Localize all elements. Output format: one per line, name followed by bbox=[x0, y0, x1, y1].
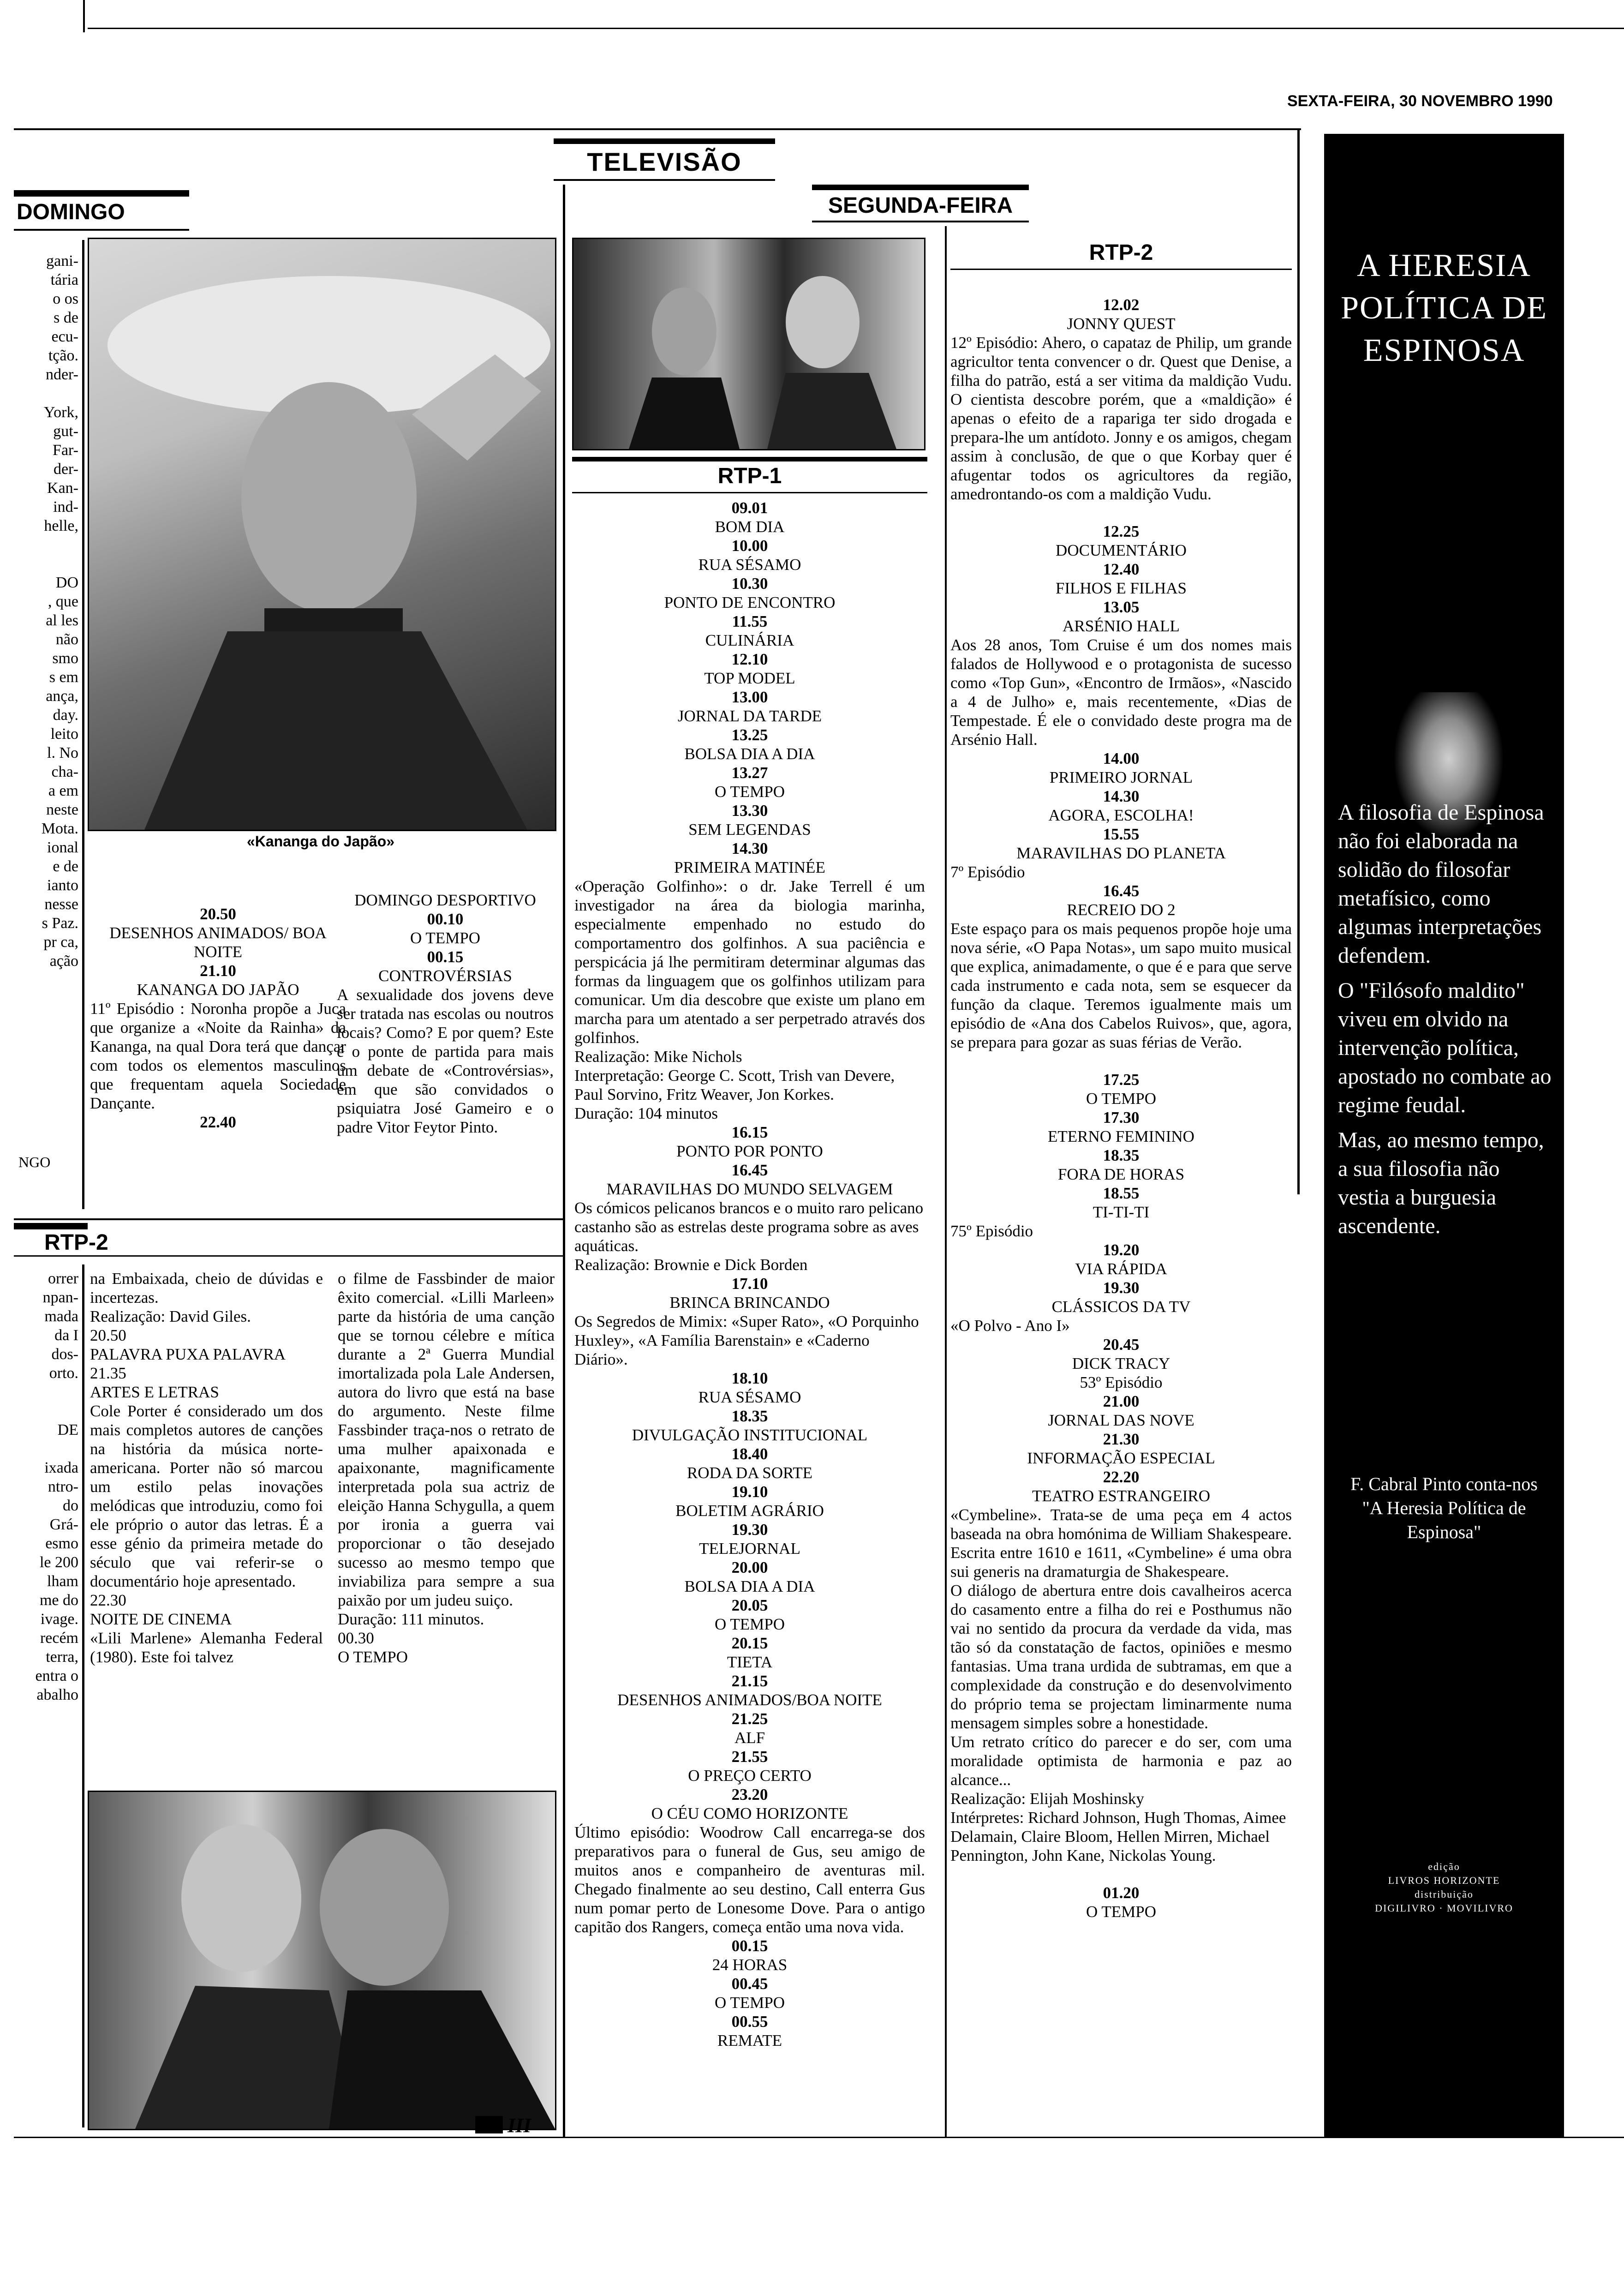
program-title: PRIMEIRA MATINÉE bbox=[674, 858, 825, 876]
rtp1-underline bbox=[572, 492, 927, 493]
margin-fragment: neste bbox=[46, 801, 78, 818]
program-title: BOLSA DIA A DIA bbox=[684, 745, 815, 763]
program-title: TIETA bbox=[727, 1653, 773, 1671]
margin-fragment: ional bbox=[47, 839, 78, 856]
margin-fragment: dos- bbox=[51, 1346, 78, 1363]
section-title: TELEVISÃO bbox=[587, 147, 742, 176]
kananga-photo bbox=[88, 238, 556, 831]
margin-fragment: ntro- bbox=[48, 1478, 78, 1495]
domingo-margin-text bbox=[9, 252, 78, 971]
program-title: JORNAL DAS NOVE bbox=[1048, 1411, 1194, 1429]
program-title: O TEMPO bbox=[1086, 1903, 1156, 1921]
segunda-bar bbox=[812, 185, 1029, 190]
program-title: BRINCA BRINCANDO bbox=[669, 1294, 830, 1312]
frame-right bbox=[1297, 128, 1300, 1194]
program-title: RODA DA SORTE bbox=[687, 1464, 813, 1482]
time: 11.55 bbox=[732, 612, 768, 630]
domingo-underline bbox=[14, 229, 189, 231]
margin-fragment bbox=[9, 1439, 78, 1458]
program-title: REMATE bbox=[717, 2031, 782, 2049]
program-title: RUA SÉSAMO bbox=[698, 556, 801, 574]
program-list bbox=[950, 1335, 1292, 1373]
rtp2-sunday-margin-text bbox=[9, 1269, 78, 1704]
distributor-name: DIGILIVRO · MOVILIVRO bbox=[1375, 1902, 1513, 1914]
margin-fragment: ind- bbox=[53, 498, 78, 515]
time: 22.20 bbox=[1103, 1468, 1140, 1486]
margin-fragment: e de bbox=[53, 858, 78, 875]
program-title: O CÉU COMO HORIZONTE bbox=[651, 1804, 848, 1822]
time: 12.25 bbox=[1103, 522, 1140, 540]
program-list bbox=[574, 1936, 925, 2050]
time: 00.15 bbox=[731, 1937, 768, 1955]
margin-fragment: helle, bbox=[44, 517, 78, 534]
program-description: «Operação Golfinho»: o dr. Jake Terrell é um investigador na área da biologia marinha, especialmente empenhado no estudo do comportamentro dos golfinhos. A sua paciência e perspicácia já lhe permitiram determinar algumas das formas da linguagem que os golfinhos utilizam para comunicar. Um dia descobre que existe um plano em marcha para um atentado a ser perpetrado através dos golfinhos. bbox=[574, 877, 925, 1047]
program-title: CONTROVÉRSIAS bbox=[378, 967, 512, 985]
margin-fragment: l. No bbox=[47, 744, 78, 761]
margin-fragment: ação bbox=[49, 953, 78, 970]
margin-fragment: me do bbox=[39, 1592, 78, 1609]
program-title: PONTO DE ENCONTRO bbox=[664, 593, 836, 611]
program-description: Os Segredos de Mimix: «Super Rato», «O Porquinho Huxley», «A Família Barenstain» e «Caderno Diário». bbox=[574, 1312, 919, 1368]
time: 00.55 bbox=[731, 2013, 768, 2031]
program-title: KANANGA DO JAPÃO bbox=[137, 981, 299, 999]
domingo-bottom-rule bbox=[14, 1218, 565, 1220]
margin-fragment: orrer bbox=[48, 1270, 78, 1287]
program-title: O PREÇO CERTO bbox=[688, 1767, 812, 1785]
program-title: O TEMPO bbox=[410, 929, 480, 947]
program-list bbox=[574, 1274, 925, 1312]
program-list bbox=[574, 1123, 925, 1198]
margin-fragment: smo bbox=[52, 650, 78, 667]
time: 19.30 bbox=[731, 1521, 768, 1539]
episode-label: 7º Episódio bbox=[950, 863, 1025, 881]
margin-fragment: Far- bbox=[53, 442, 78, 459]
margin-fragment: DO bbox=[55, 574, 78, 591]
margin-fragment: NGO bbox=[18, 1154, 51, 1170]
margin-fragment: York, bbox=[44, 404, 78, 421]
rtp2-sunday-margin-divider bbox=[82, 1264, 84, 2127]
time: 13.05 bbox=[1103, 598, 1140, 616]
margin-fragment: gani- bbox=[46, 252, 78, 270]
top-mark bbox=[83, 0, 85, 32]
margin-fragment bbox=[9, 1402, 78, 1420]
photo-illustration bbox=[89, 1792, 555, 2129]
program-title: DOCUMENTÁRIO bbox=[1056, 541, 1187, 559]
segunda-underline bbox=[812, 221, 1029, 222]
program-title: RECREIO DO 2 bbox=[1067, 901, 1176, 919]
program-description: Os cómicos pelicanos brancos e o muito raro pelicano castanho são as estrelas deste programa sobre as aves aquáticas. Realização: Brownie e Dick Borden bbox=[574, 1199, 924, 1274]
time: 20.15 bbox=[731, 1634, 768, 1652]
golfinho-photo bbox=[572, 238, 925, 450]
rtp2-sunday-underline bbox=[14, 1255, 563, 1257]
margin-fragment: esmo bbox=[45, 1535, 78, 1552]
page-number: III bbox=[508, 2114, 531, 2137]
margin-fragment: do bbox=[63, 1497, 78, 1514]
program-title: ARSÉNIO HALL bbox=[1063, 617, 1180, 635]
margin-fragment: ecu- bbox=[51, 328, 78, 345]
program-title: DIVULGAÇÃO INSTITUCIONAL bbox=[632, 1426, 868, 1444]
ad-author: F. Cabral Pinto conta-nos "A Heresia Política de Espinosa" bbox=[1350, 1474, 1538, 1542]
time: 23.20 bbox=[731, 1786, 768, 1804]
edition-label: edição bbox=[1428, 1861, 1460, 1872]
program-credits: Realização: Mike Nichols Interpretação: George C. Scott, Trish van Devere, Paul Sorvino, Fritz Weaver, Jon Korkes. Duração: 104 minutos bbox=[574, 1048, 895, 1122]
margin-fragment: Grá- bbox=[49, 1516, 78, 1533]
program-title: DESENHOS ANIMADOS/ BOA NOITE bbox=[109, 924, 327, 961]
program-title: TELEJORNAL bbox=[699, 1540, 800, 1558]
margin-fragment: gut- bbox=[53, 423, 78, 440]
margin-fragment bbox=[9, 1383, 78, 1402]
episode-label: 53º Episódio bbox=[1080, 1373, 1163, 1391]
program-title: CULINÁRIA bbox=[705, 631, 794, 649]
bottom-rule bbox=[14, 2137, 1624, 2138]
program-list bbox=[950, 749, 1292, 863]
rtp1-title: RTP-1 bbox=[717, 464, 782, 488]
program-title: JONNY QUEST bbox=[1067, 315, 1176, 333]
program-title: DESENHOS ANIMADOS/BOA NOITE bbox=[617, 1691, 882, 1709]
program-title: O TEMPO bbox=[714, 1615, 785, 1633]
program-title: MARAVILHAS DO MUNDO SELVAGEM bbox=[606, 1180, 893, 1198]
time: 13.25 bbox=[731, 726, 768, 744]
time: 21.30 bbox=[1103, 1430, 1140, 1448]
program-description: Este espaço para os mais pequenos propõe hoje uma nova série, «O Papa Notas», um sapo muito musical que explica, animadamente, o que é e para que serve cada instrumento e cada nota, sem se esquecer da função da claque. Teremos igualmente mais um episódio de «Ana dos Cabelos Ruivos», que, agora, se prepara para gozar as suas férias de Verão. bbox=[950, 920, 1292, 1051]
time: 13.27 bbox=[731, 764, 768, 782]
time: 14.30 bbox=[1103, 787, 1140, 805]
rtp1-bar bbox=[572, 457, 927, 461]
program-title: INFORMAÇÃO ESPECIAL bbox=[1027, 1449, 1215, 1467]
program-title: O TEMPO bbox=[714, 1994, 785, 2012]
program-title: PRIMEIRO JORNAL bbox=[1049, 768, 1193, 786]
domingo-col1 bbox=[90, 905, 346, 1132]
episode-label: 75º Episódio bbox=[950, 1222, 1033, 1240]
program-title: 24 HORAS bbox=[712, 1956, 788, 1974]
time: 21.15 bbox=[731, 1672, 768, 1690]
margin-fragment: nder- bbox=[45, 366, 78, 383]
ad-text bbox=[1338, 798, 1555, 1240]
time: 14.30 bbox=[731, 839, 768, 857]
margin-fragment: npan- bbox=[42, 1289, 78, 1306]
margin-fragment: Mota. bbox=[41, 820, 78, 837]
program-title: JORNAL DA TARDE bbox=[677, 707, 822, 725]
domingo-title: DOMINGO bbox=[17, 200, 125, 224]
time: 18.40 bbox=[731, 1445, 768, 1463]
margin-fragment bbox=[9, 535, 78, 554]
program-description: Aos 28 anos, Tom Cruise é um dos nomes mais falados de Hollywood e o protagonista de sucesso como «Top Gun», «Encontro de Irmãos», «Nascido a 4 de Julho» e, mais recentemente, «Dias de Tempestade. É ele o convidado deste progra ma de Arsénio Hall. bbox=[950, 636, 1292, 749]
margin-fragment: s Paz. bbox=[42, 915, 78, 932]
margin-fragment: pr ca, bbox=[43, 934, 78, 951]
program-title: SEM LEGENDAS bbox=[688, 821, 811, 839]
program-description: Último episódio: Woodrow Call encarrega-se dos preparativos para o funeral de Gus, seu amigo de muitos anos e companheiro de aventuras mil. Chegado finalmente ao seu destino, Call enterra Gus num pomar perto de Lonesome Dove. Para o antigo capitão dos Rangers, começa então uma nova vida. bbox=[574, 1823, 925, 1936]
margin-fragment: recém bbox=[40, 1630, 78, 1647]
time: 13.00 bbox=[731, 688, 768, 706]
distribution-label: distribuição bbox=[1415, 1888, 1474, 1900]
rtp2-monday-title: RTP-2 bbox=[1089, 240, 1153, 265]
program-description: 12º Episódio: Ahero, o capataz de Philip, um grande agricultor tenta convencer o dr. Quest que Denise, a filha do patrão, está a ser vitima da maldição Vudu. O cientista descobre porém, que a «maldição» é apenas o efeito de a rapariga ter sido drogada e prepara-lhe um antídoto. Jonny e os amigos, chegam assim à conclusão, de que o que Korbay quer é afugentar todos os agricultores da região, amedrontando-os com a maldição Vudu. bbox=[950, 334, 1292, 503]
margin-fragment: da I bbox=[54, 1327, 78, 1344]
program-description: «O Polvo - Ano I» bbox=[950, 1317, 1070, 1335]
domingo-margin-divider bbox=[82, 240, 84, 1209]
time: 16.45 bbox=[731, 1161, 768, 1179]
program-title: ETERNO FEMININO bbox=[1048, 1127, 1194, 1145]
book-title: A HERESIA POLÍTICA DE ESPINOSA bbox=[1341, 248, 1547, 368]
time: 18.55 bbox=[1103, 1184, 1140, 1202]
margin-fragment: não bbox=[55, 631, 78, 648]
program-description: O diálogo de abertura entre dois cavalheiros acerca do casamento entre a filha do rei e Posthumus não vai no sentido da procura da verdade da vida, mas tão só da constatação de factos, opiniões e mesmo fantasias. Uma trana urdida de subtramas, em que a complexidade da construção e do desenvolvimento do próprio tema se projectam liminarmente numa mensagem simples sobre a honestidade. bbox=[950, 1582, 1292, 1732]
program-title: VIA RÁPIDA bbox=[1075, 1260, 1167, 1278]
program-title: TEATRO ESTRANGEIRO bbox=[1032, 1487, 1210, 1505]
photo-illustration bbox=[89, 239, 555, 830]
program-description: A sexualidade dos jovens deve ser tratada nas escolas ou noutros locais? Como? E por quem? Este é o ponte de partida para mais um debate de «Controvérsias», em que são convidados o psiquiatra José Gameiro e o padre Vitor Feytor Pinto. bbox=[337, 986, 554, 1136]
time: 17.30 bbox=[1103, 1109, 1140, 1127]
margin-fragment: o os bbox=[53, 290, 78, 307]
kananga-caption: «Kananga do Japão» bbox=[246, 833, 395, 850]
program-title: DICK TRACY bbox=[1072, 1354, 1170, 1372]
time: 21.10 bbox=[200, 962, 236, 980]
time: 15.55 bbox=[1103, 825, 1140, 843]
time: 16.45 bbox=[1103, 882, 1140, 900]
margin-fragment: der- bbox=[53, 461, 78, 478]
rtp1-listing bbox=[574, 498, 925, 2050]
margin-fragment: nesse bbox=[44, 896, 78, 913]
ad-paragraph: Mas, ao mesmo tempo, a sua filosofia não vestia a burguesia ascendente. bbox=[1338, 1128, 1544, 1238]
margin-fragment: orto. bbox=[49, 1365, 78, 1382]
program-title: O TEMPO bbox=[714, 783, 785, 801]
time: 09.01 bbox=[731, 499, 768, 517]
time: 20.05 bbox=[731, 1596, 768, 1614]
time: 00.10 bbox=[427, 910, 464, 928]
book-advertisement bbox=[1324, 134, 1564, 2137]
program-title: BOLETIM AGRÁRIO bbox=[675, 1502, 824, 1520]
column-divider bbox=[563, 185, 565, 2137]
program-description: «Cymbeline». Trata-se de uma peça em 4 actos baseada na obra homónima de William Shakespeare. Escrita entre 1610 e 1611, «Cymbeline» é uma obra sui generis na dramaturgia de Shakespeare. bbox=[950, 1506, 1292, 1581]
time: 14.00 bbox=[1103, 749, 1140, 767]
segunda-title: SEGUNDA-FEIRA bbox=[828, 193, 1013, 218]
time: 00.15 bbox=[427, 948, 464, 966]
margin-fragment bbox=[9, 554, 78, 573]
program-list bbox=[950, 1070, 1292, 1222]
program-title: MARAVILHAS DO PLANETA bbox=[1016, 844, 1226, 862]
program-title: FORA DE HORAS bbox=[1057, 1165, 1185, 1183]
program-list bbox=[950, 522, 1292, 635]
top-rule bbox=[88, 28, 1624, 29]
frame-top bbox=[14, 128, 1301, 130]
program-title: ALF bbox=[734, 1729, 765, 1747]
program-title: PONTO POR PONTO bbox=[676, 1142, 823, 1160]
rtp2-sunday-title: RTP-2 bbox=[44, 1230, 108, 1255]
time: 10.00 bbox=[731, 537, 768, 555]
page-date: SEXTA-FEIRA, 30 NOVEMBRO 1990 bbox=[1287, 92, 1553, 110]
program-credits: Realização: Elijah Moshinsky Intérpretes: Richard Johnson, Hugh Thomas, Aimee Delamain, Claire Bloom, Hellen Mirren, Michael Pennington, John Kane, Nickolas Young. bbox=[950, 1790, 1286, 1864]
program-title: TOP MODEL bbox=[704, 669, 795, 687]
time: 01.20 bbox=[1103, 1884, 1140, 1902]
program-description: Um retrato crítico do parecer e do ser, com uma moralidade optimista de harmonia e paz ao alcance... bbox=[950, 1733, 1292, 1789]
segunda-column-divider bbox=[945, 226, 947, 2137]
time: 16.15 bbox=[731, 1123, 768, 1141]
margin-fragment: ança, bbox=[46, 688, 78, 705]
margin-fragment: ixada bbox=[44, 1459, 78, 1476]
time: 12.02 bbox=[1103, 296, 1140, 314]
lili-marlene-photo bbox=[88, 1791, 556, 2130]
rtp2-sunday-bar bbox=[14, 1223, 88, 1229]
time: 21.55 bbox=[731, 1748, 768, 1766]
program-title: DOMINGO DESPORTIVO bbox=[354, 891, 536, 909]
program-description: 11º Episódio : Noronha propõe a Juca que organize a «Noite da Rainha» da Kananga, na qual Dora terá que dançar com todos os elementos masculinos que frequentam aquela Sociedade Dançante. bbox=[90, 1000, 346, 1112]
margin-fragment: cha- bbox=[51, 763, 78, 780]
time: 18.10 bbox=[731, 1369, 768, 1387]
program-list bbox=[950, 881, 1292, 919]
program-title: O TEMPO bbox=[1086, 1090, 1156, 1108]
margin-fragment: entra o bbox=[35, 1667, 78, 1684]
margin-fragment: day. bbox=[53, 707, 78, 724]
time: 17.25 bbox=[1103, 1071, 1140, 1089]
rtp2-monday-underline bbox=[950, 269, 1292, 270]
program-title: AGORA, ESCOLHA! bbox=[1048, 806, 1194, 824]
program-list bbox=[574, 498, 925, 877]
margin-fragment: DE bbox=[57, 1421, 78, 1438]
time: 20.50 bbox=[200, 905, 236, 923]
time: 19.20 bbox=[1103, 1241, 1140, 1259]
time: 22.40 bbox=[200, 1113, 236, 1131]
time: 18.35 bbox=[1103, 1146, 1140, 1164]
ad-paragraph: A filosofia de Espinosa não foi elaborada na solidão do filosofar metafísico, como algumas interpretações defendem. bbox=[1338, 800, 1544, 968]
margin-fragment: leito bbox=[50, 725, 78, 743]
time: 19.10 bbox=[731, 1483, 768, 1501]
margin-fragment: lham bbox=[47, 1573, 78, 1590]
time: 00.45 bbox=[731, 1975, 768, 1993]
tv-title-bar bbox=[554, 138, 775, 144]
margin-fragment bbox=[9, 384, 78, 403]
program-title: BOLSA DIA A DIA bbox=[684, 1577, 815, 1595]
margin-fragment: terra, bbox=[46, 1648, 78, 1666]
margin-fragment: tária bbox=[50, 271, 78, 288]
time: 10.30 bbox=[731, 575, 768, 593]
program-title: CLÁSSICOS DA TV bbox=[1051, 1298, 1191, 1316]
margin-fragment: a em bbox=[48, 782, 78, 799]
program-title: TI-TI-TI bbox=[1093, 1203, 1150, 1221]
rtp2-sunday-col1: na Embaixada, cheio de dúvidas e incertezas. Realização: David Giles. 20.50 PALAVRA PUXA PALAVRA 21.35 ARTES E LETRAS Cole Porter é considerado um dos mais completos autores de canções na história da música norte-americana. Porter não só marcou um estilo pelas inovações melódicas que introduziu, como foi ele próprio o autor das letras. É a esse génio da primeira metade do século que vai referir-se o documentário hoje apresentado. 22.30 NOITE DE CINEMA «Lili Marlene» Alemanha Federal (1980). Este foi talvez bbox=[90, 1270, 323, 1666]
program-list bbox=[574, 1369, 925, 1823]
time: 19.30 bbox=[1103, 1279, 1140, 1297]
margin-fragment: tção. bbox=[48, 347, 78, 364]
domingo-col2 bbox=[337, 891, 554, 1137]
program-title: FILHOS E FILHAS bbox=[1056, 579, 1187, 597]
ad-paragraph: O "Filósofo maldito" viveu em olvido na intervenção política, apostado no combate ao regime feudal. bbox=[1338, 978, 1552, 1117]
margin-fragment: abalho bbox=[36, 1686, 78, 1703]
tv-title-underline bbox=[554, 179, 775, 181]
time: 21.00 bbox=[1103, 1392, 1140, 1410]
page-logo bbox=[475, 2116, 503, 2133]
margin-fragment: , que bbox=[48, 593, 78, 610]
time: 13.30 bbox=[731, 802, 768, 820]
domingo-bar bbox=[14, 190, 189, 197]
time: 17.10 bbox=[731, 1275, 768, 1293]
margin-fragment: ivage. bbox=[40, 1611, 78, 1628]
rtp2-monday-listing bbox=[950, 295, 1292, 1921]
program-list bbox=[950, 1392, 1292, 1505]
time: 18.35 bbox=[731, 1407, 768, 1425]
rtp2-sunday-col2: o filme de Fassbinder de maior êxito comercial. «Lilli Marleen» parte da história de uma canção que se tornou célebre e mítica durante a 2ª Guerra Mundial imortalizada pola Lale Andersen, autora do livro que está na base do argumento. Neste filme Fassbinder traça-nos o retrato de uma mulher apaixonada e apaixonante, magnificamente interpretada pola sua actriz de eleição Hanna Schygulla, a quem por ironia a guerra vai proporcionar o tão desejado sucesso ao mesmo tempo que inviabiliza para sempre a sua paixão por um judeu suiço. Duração: 111 minutos. 00.30 O TEMPO bbox=[338, 1270, 555, 1666]
margin-fragment: Kan- bbox=[47, 479, 78, 497]
margin-fragment: mada bbox=[44, 1308, 78, 1325]
margin-fragment: ianto bbox=[47, 877, 78, 894]
program-list bbox=[950, 1240, 1292, 1316]
ad-publisher bbox=[1338, 1860, 1550, 1915]
program-title: RUA SÉSAMO bbox=[698, 1388, 801, 1406]
margin-fragment: al les bbox=[46, 612, 78, 629]
time: 21.25 bbox=[731, 1710, 768, 1728]
photo-illustration bbox=[573, 239, 924, 449]
time: 12.10 bbox=[731, 650, 768, 668]
margin-fragment: s de bbox=[54, 309, 78, 326]
time: 12.40 bbox=[1103, 560, 1140, 578]
time: 20.00 bbox=[731, 1558, 768, 1576]
margin-fragment: le 200 bbox=[39, 1554, 78, 1571]
margin-fragment: s em bbox=[49, 669, 78, 686]
publisher-name: LIVROS HORIZONTE bbox=[1388, 1875, 1500, 1886]
time: 20.45 bbox=[1103, 1336, 1140, 1354]
program-title: BOM DIA bbox=[715, 518, 785, 536]
